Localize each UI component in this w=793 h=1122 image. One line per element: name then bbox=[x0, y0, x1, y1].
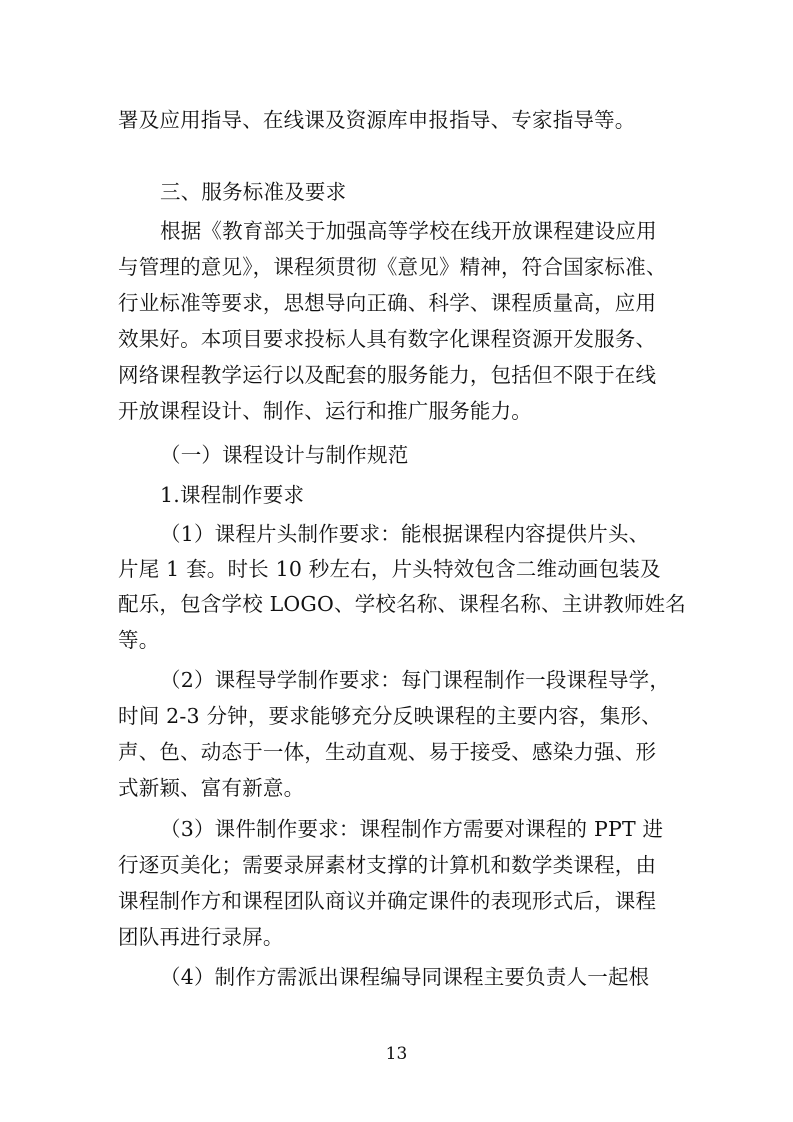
text-line-1: 署及应用指导、在线课及资源库申报指导、专家指导等。 bbox=[118, 108, 636, 132]
text-line-21: 课程制作方和课程团队商议并确定课件的表现形式后，课程 bbox=[118, 889, 657, 913]
text-line-23: （4）制作方需派出课程编导同课程主要负责人一起根 bbox=[160, 965, 650, 989]
text-line-19: （3）课件制作要求：课程制作方需要对课程的 PPT 进 bbox=[160, 817, 664, 841]
text-line-14: 等。 bbox=[118, 628, 160, 652]
text-line-20: 行逐页美化；需要录屏素材支撑的计算机和数学类课程，由 bbox=[118, 853, 657, 877]
page-number: 13 bbox=[385, 1044, 408, 1064]
text-line-12: 片尾 1 套。时长 10 秒左右，片头特效包含二维动画包装及 bbox=[118, 557, 661, 581]
subsection-heading-production-requirements: 1.课程制作要求 bbox=[160, 483, 305, 507]
text-line-11: （1）课程片头制作要求：能根据课程内容提供片头、 bbox=[160, 522, 650, 546]
section-heading-service-standards: 三、服务标准及要求 bbox=[160, 180, 347, 204]
text-line-13: 配乐，包含学校 LOGO、学校名称、课程名称、主讲教师姓名 bbox=[118, 592, 686, 616]
text-line-7: 网络课程教学运行以及配套的服务能力，包括但不限于在线 bbox=[118, 363, 657, 387]
text-line-3: 根据《教育部关于加强高等学校在线开放课程建设应用 bbox=[160, 219, 657, 243]
text-line-4: 与管理的意见》，课程须贯彻《意见》精神，符合国家标准、 bbox=[118, 255, 667, 279]
text-line-8: 开放课程设计、制作、运行和推广服务能力。 bbox=[118, 399, 532, 423]
text-line-17: 声、色、动态于一体，生动直观、易于接受、感染力强、形 bbox=[118, 740, 657, 764]
text-line-22: 团队再进行录屏。 bbox=[118, 925, 284, 949]
subsection-heading-course-design: （一）课程设计与制作规范 bbox=[160, 443, 409, 467]
text-line-15: （2）课程导学制作要求：每门课程制作一段课程导学， bbox=[160, 668, 671, 692]
text-line-5: 行业标准等要求，思想导向正确、科学、课程质量高，应用 bbox=[118, 291, 657, 315]
text-line-6: 效果好。本项目要求投标人具有数字化课程资源开发服务、 bbox=[118, 327, 657, 351]
text-line-16: 时间 2-3 分钟，要求能够充分反映课程的主要内容，集形、 bbox=[118, 704, 662, 728]
text-line-18: 式新颖、富有新意。 bbox=[118, 776, 305, 800]
